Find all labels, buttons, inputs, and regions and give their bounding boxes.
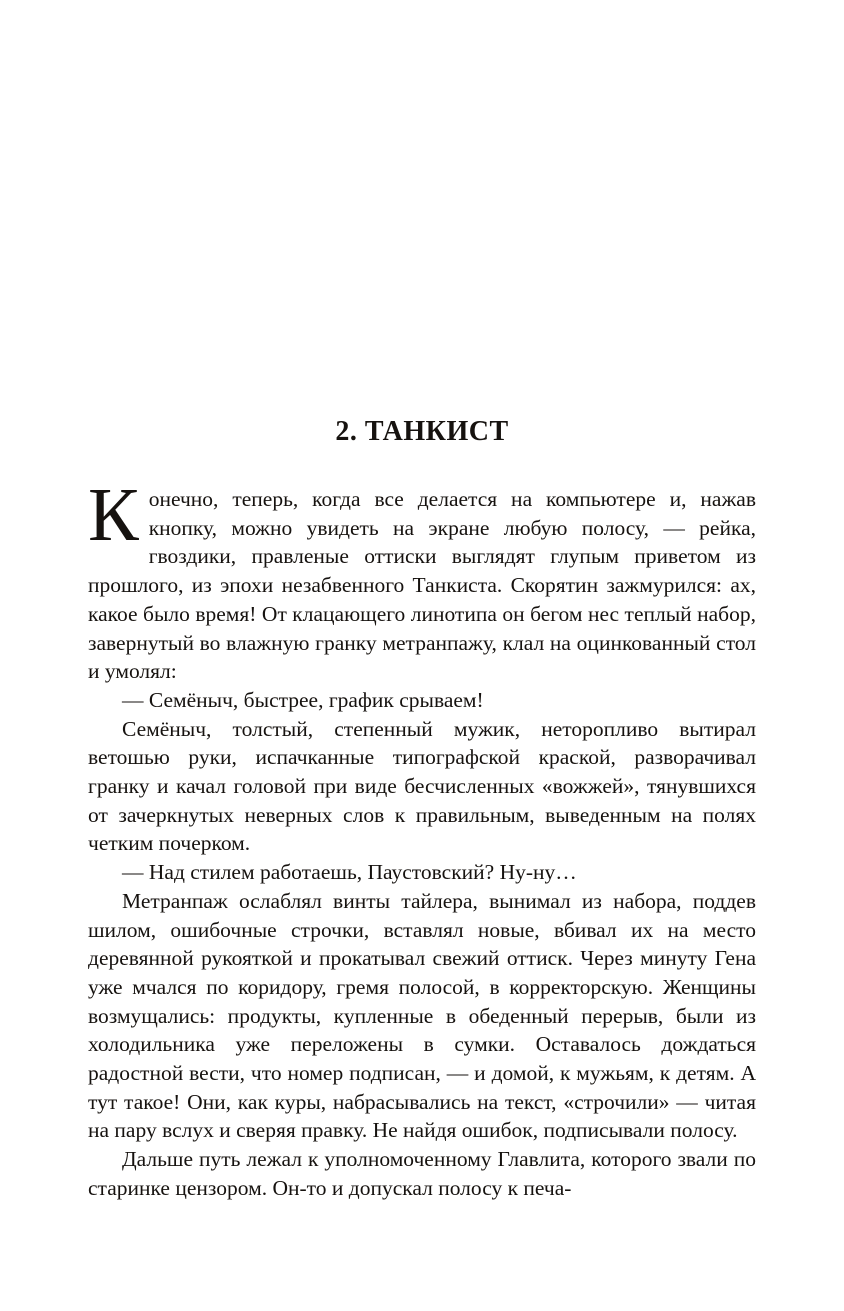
paragraph-dialogue: — Над стилем работаешь, Паустовский? Ну-ну… (122, 860, 577, 885)
paragraph-text: онечно, теперь, когда все делается на компьютере и, нажав кнопку, можно увидеть на экране любую полосу, — рейка, гвоздики, правленые оттиски выглядят глупым приветом из прошлого, из эпохи незабвенного Танкиста. Скорятин зажмурился: ах, какое было время! От клацающего линотипа он бегом нес теплый набор, завернутый во влажную гранку метранпажу, клал на оцинкованный стол и умолял: (88, 487, 756, 684)
drop-cap: К (88, 473, 139, 557)
paragraph-dialogue: — Семёныч, быстрее, график срываем! (122, 687, 484, 712)
paragraph (88, 473, 756, 686)
paragraph: Семёныч, толстый, степенный мужик, неторопливо вытирал ветошью руки, испачканные типографской краской, разворачивал гранку и качал головой при виде бесчисленных «вожжей», тянувшихся от зачеркнутых неверных слов к правильным, выведенным на полях четким почерком. (88, 716, 756, 856)
chapter-title: 2. ТАНКИСТ (335, 416, 509, 447)
paragraph: Метранпаж ослаблял винты тайлера, вынимал из набора, поддев шилом, ошибочные строчки, вставлял новые, вбивал их на место деревянной рукояткой и прокатывал свежий оттиск. Через минуту Гена уже мчался по коридору, гремя полосой, в корректорскую. Женщины возмущались: продукты, купленные в обеденный перерыв, были из холодильника уже переложены в сумки. Оставалось дождаться радостной вести, что номер подписан, — и домой, к мужьям, к детям. А тут такое! Они, как куры, набрасывались на текст, «строчили» — читая на пару вслух и сверяя правку. Не найдя ошибок, подписывали полосу. (88, 888, 756, 1143)
text-column (88, 416, 756, 1203)
paragraph: Дальше путь лежал к уполномоченному Главлита, которого звали по старинке цензором. Он-то и допускал полосу к печа- (88, 1147, 756, 1200)
